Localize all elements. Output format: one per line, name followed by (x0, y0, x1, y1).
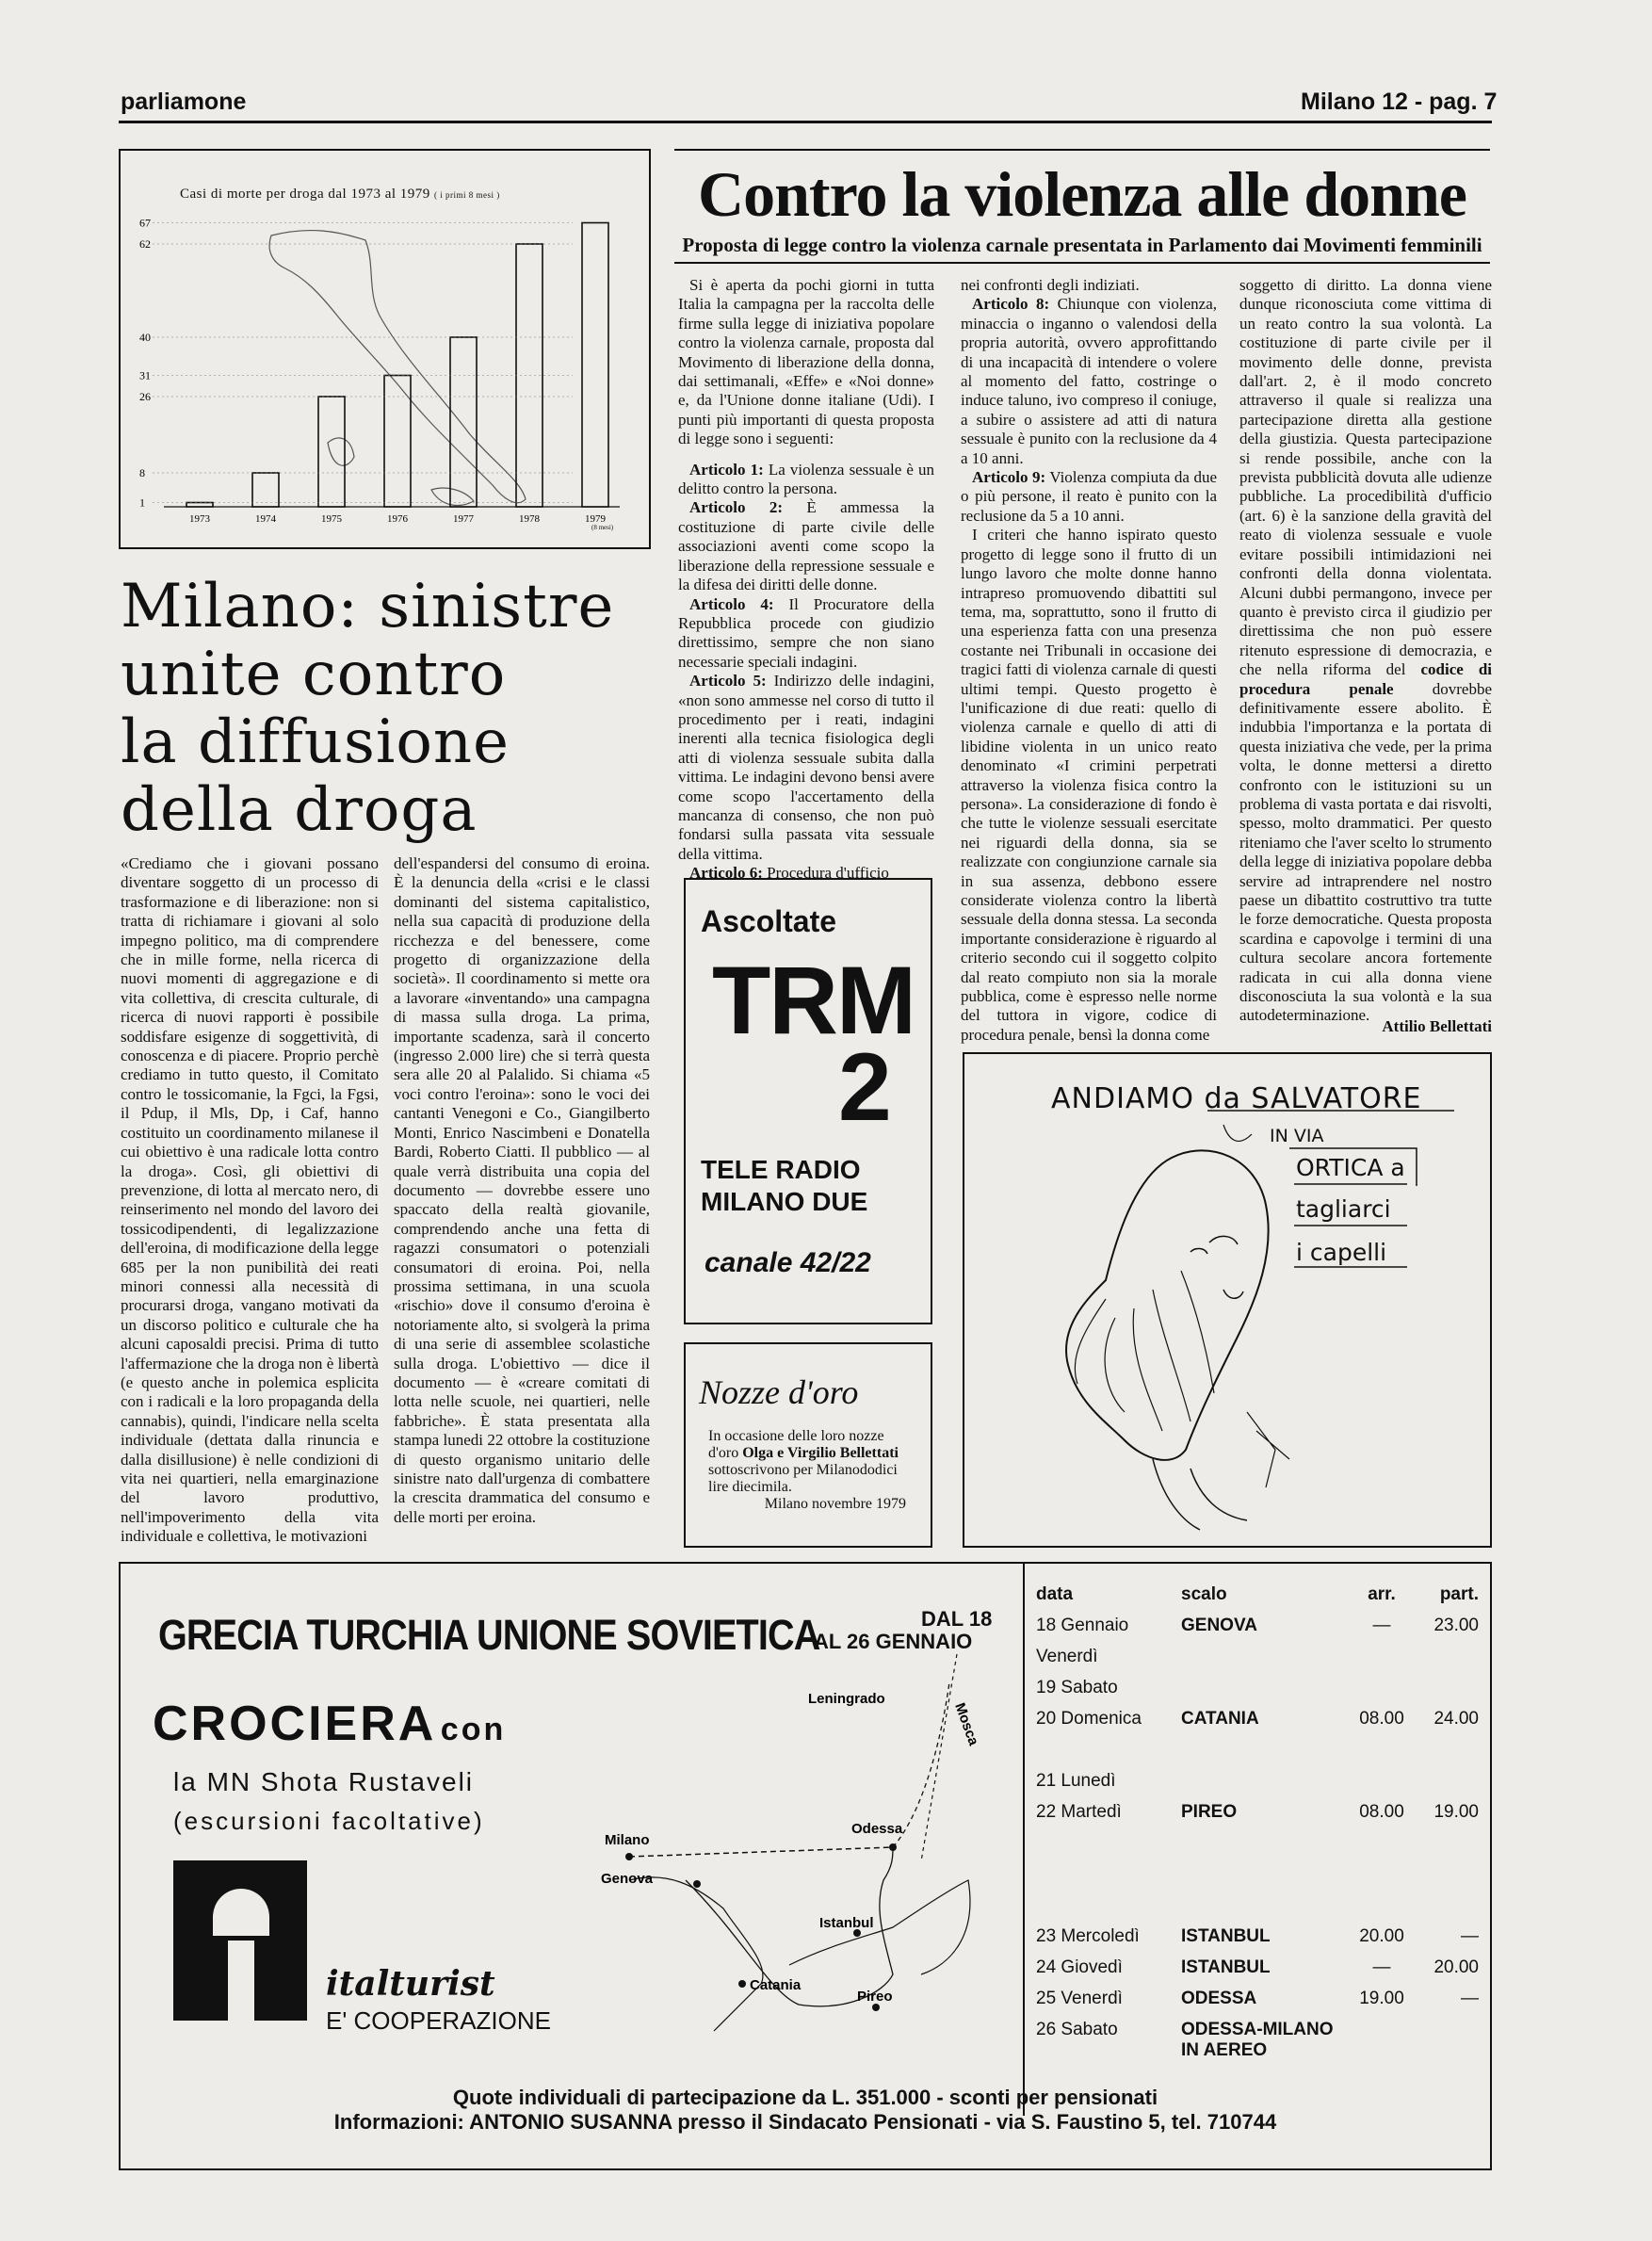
ship-name: la MN Shota Rustaveli (173, 1767, 475, 1796)
nozze-title: Nozze d'oro (699, 1373, 859, 1411)
page-info: Milano 12 - pag. 7 (1301, 89, 1498, 115)
cruise-title: GRECIA TURCHIA UNIONE SOVIETICA (158, 1611, 820, 1659)
schedule-cell: 24.00 (1433, 1709, 1479, 1729)
schedule-cell (1349, 1678, 1415, 1709)
schedule-cell: — (1372, 1957, 1391, 1977)
schedule-cell: 25 Venerdì (1036, 1989, 1123, 2008)
trm-name2: MILANO DUE (701, 1187, 868, 1216)
trm-ad-box (684, 878, 932, 1324)
schedule-cell (1036, 1740, 1181, 1771)
schedule-cell: 26 Sabato (1036, 2020, 1118, 2039)
cruise-dates-1: DAL 18 (921, 1607, 993, 1631)
violenza-col3-b: dovrebbe definitivamente essere abolito. È indubbia l'importanza e la portata di questa iniziativa che vede, per la prima volta, le donne mettersi a diretto confronto con le istituzioni su un problema di vasta portata e dai risvolti, spesso, molto drammatici. Per questo riteniamo che l'aver scelto lo strumento della legge di iniziativa popolare debba servire ad intraprendere nel nostro paese un dibattito costruttivo tra tutte le forze democratiche. Questa proposta scardina e capovolge i termini di una cultura secolare ancora fortemente radicata in cui alla donna viene disconosciuta la sua volontà e la sua autodeterminazione. (1239, 679, 1493, 1025)
violenza-subhead: Proposta di legge contro la violenza carnale presentata in Parlamento dai Movimenti femminili (682, 234, 1482, 256)
schedule-panel (1023, 1564, 1490, 2129)
italturist-name: italturist (326, 1964, 495, 2004)
art8-label: Articolo 8: (972, 295, 1050, 314)
schedule-cell: 22 Martedì (1036, 1802, 1122, 1822)
schedule-cell (1181, 1833, 1349, 1864)
drug-deaths-chart (121, 151, 649, 547)
chart-title-note: ( i primi 8 mesi ) (434, 190, 500, 200)
schedule-cell: GENOVA (1181, 1616, 1257, 1635)
art1-label: Articolo 1: (689, 460, 764, 479)
headline-line: la diffusione (121, 707, 510, 777)
salvatore-line4: tagliarci (1296, 1195, 1391, 1223)
chart-x-tick: 1977 (453, 513, 474, 525)
schedule-cell (1036, 1864, 1181, 1895)
chart-x-tick: 1974 (255, 513, 276, 525)
schedule-row (1036, 1895, 1479, 1926)
schedule-cell: CATANIA (1181, 1709, 1259, 1729)
milano-article-col2: dell'espandersi del consumo di eroina. È la denuncia della «crisi e le classi dominanti del sistema capitalistico, nella sua capacità di produzione della ricchezza e del benessere, come progetto di organizzazione della società». Il coordinamento si mette ora a lavorare «inventando» una campagna di massa sulla droga. La prima, importante scadenza, sarà il concerto (ingresso 2.000 lire) che si terrà questa sera alle 20 al Palalido. Si chiama «5 voci contro l'eroina»: sono le voci dei cantanti Venegoni e Co., Giangilberto Monti, Enrico Nascimbeni e Donatella Bardi, Roberto Ciatti. Il pubblico — al quale verrà distribuita una copia del documento — dovrebbe essere uno spaccato della realtà giovanile, comprendendo anche una fetta di ragazzi consumatori o potenziali consumatori di eroina. Poi, nella prossima settimana, in una scuola «rischio» dove il consumo d'eroina è notoriamente alto, si svolgerà la prima di una serie di assemblee scolastiche sulla droga. L'obiettivo — dice il documento — è «creare comitati di lotta nelle scuole, nei quartieri, nelle fabbriche». È stata presentata alla stampa lunedi 22 ottobre la costituzione di questo organismo unitario delle sinistre nato dall'urgenza di combattere la crescita drammatica del consumo e delle morti per eroina. (394, 854, 650, 1526)
cruise-ad-box (119, 1562, 1492, 2170)
salvatore-ad-box (963, 1052, 1492, 1548)
schedule-row (1036, 1957, 1479, 1989)
violenza-col2-intro: nei confronti degli indiziati. (961, 276, 1140, 294)
schedule-header-row (1036, 1584, 1479, 1616)
cruise-footer-line1: Quote individuali di partecipazione da L. 351.000 - sconti per pensionati (452, 2086, 1158, 2109)
art4-text: Il Procuratore della Repubblica procede con giudizio direttissimo, sempre che non siano necessarie speciali indagini. (678, 594, 935, 671)
schedule-header: data (1036, 1584, 1074, 1604)
schedule-cell (1415, 1771, 1479, 1802)
schedule-cell (1349, 1647, 1415, 1678)
schedule-cell (1415, 2020, 1479, 2061)
art5-label: Articolo 5: (689, 672, 767, 690)
schedule-row (1036, 1678, 1479, 1709)
art2-text: È ammessa la costituzione di parte civile delle associazioni aventi come scopo la liberazione della repressione sessuale e la difesa dei diritti delle donne. (678, 498, 935, 594)
salvatore-line2: IN VIA (1270, 1126, 1324, 1146)
milano-article-col1: «Crediamo che i giovani possano diventare soggetto di un processo di trasformazione e di liberazione: non si tratta di richiamare i giovani al solo impegno politico, ma di comprendere che in mille forme, nella ricerca di nuovi momenti di aggregazione e di vita collettiva, di crescita culturale, di ricerca di nuovi rapporti è possibile soddisfare esigenze di soggettività, di conoscenza e di piacere. Proprio perchè crediamo in tutto questo, il Comitato contro le tossicomanie, la Fgci, la Fgsi, il Pdup, il Mls, Dp, i Caf, hanno costituito un coordinamento milanese il cui obiettivo è una radicale lotta contro la droga». Così, gli obiettivi di prevenzione, di lotta al mercato nero, di reinserimento nel mondo del lavoro dei tossicodipendenti, di legalizzazione dell'eroina, di modificazione della legge 685 per la non punibilità dei reati minori connessi alla necessità di procurarsi droga, vangano motivati da un discorso politico e culturale che ha alcuni caposaldi precisi. Prima di tutto l'affermazione che la droga non è libertà (e questo anche in polemica esplicita con i radicali e la loro propaganda della cannabis), quindi, l'indicare nella scelta individuale (dettata dalla rinuncia e dalla disillusione) è nelle condizioni di vita nei quartieri, nella emarginazione del lavoro produttivo, nell'impoverimento della vita individuale e collettiva, le motivazioni (121, 854, 379, 1546)
schedule-cell (1415, 1864, 1479, 1895)
salvatore-line5: i capelli (1296, 1239, 1387, 1266)
map-label-mosca: Mosca (951, 1700, 982, 1748)
schedule-cell: 18 Gennaio (1036, 1616, 1129, 1635)
nozze-dateline: Milano novembre 1979 (764, 1496, 906, 1512)
milano-headline (121, 573, 614, 844)
chart-y-tick: 67 (139, 216, 151, 230)
schedule-cell (1415, 1895, 1479, 1926)
violenza-intro: Si è aperta da pochi giorni in tutta Italia la campagna per la raccolta delle firme sulla legge di iniziativa popolare contro la violenza carnale, proposta dal Movimento di liberazione della donna, dai settimanali, «Effe» e «Noi donne» e, da l'Unione donne italiane (Udi). I punti più importanti di questa proposta di legge sono i seguenti: (678, 276, 934, 448)
schedule-cell: 19.00 (1433, 1802, 1479, 1822)
schedule-cell (1349, 1895, 1415, 1926)
bearded-man-illustration (964, 1054, 1492, 1544)
crociera-label: CROCIERA con (153, 1697, 507, 1751)
schedule-cell: PIREO (1181, 1802, 1238, 1822)
map-label-odessa: Odessa (851, 1821, 903, 1837)
headline-line: della droga (121, 775, 478, 845)
chart-y-tick: 26 (139, 390, 151, 403)
schedule-row (1036, 1926, 1479, 1957)
art2-label: Articolo 2: (689, 498, 783, 517)
art9-text: Violenza compiuta da due o più persone, il reato è punito con la reclusione da 5 a 10 anni. (961, 468, 1217, 525)
art4-label: Articolo 4: (689, 594, 774, 613)
chart-x-tick: 1979 (585, 513, 606, 525)
excursions: (escursioni facoltative) (173, 1807, 485, 1835)
chart-bar (252, 473, 279, 507)
schedule-cell: 21 Lunedì (1036, 1771, 1116, 1791)
chart-bar (450, 337, 477, 507)
map-label-pireo: Pireo (857, 1989, 893, 2005)
schedule-cell: 08.00 (1359, 1802, 1404, 1822)
chart-y-tick: 31 (139, 368, 151, 382)
nozze-names: Olga e Virgilio Bellettati (742, 1445, 899, 1461)
violenza-col1 (678, 276, 935, 883)
violenza-sub-rule (674, 262, 1490, 264)
chart-x-tick: 1976 (387, 513, 408, 525)
violenza-headline: Contro la violenza alle donne (698, 158, 1466, 230)
chart-y-tick: 40 (139, 331, 151, 344)
art8-text: Chiunque con violenza, minaccia o inganno o valendosi della propria autorità, ovvero approfittando di una incapacità di intendere o volere al momento del fatto, costringe o induce taluno, ivo compreso il coniuge, a subire o assistere ad atti di natura sessuale è punito con la reclusione da 4 a 10 anni. (961, 295, 1217, 467)
trm-ascoltate: Ascoltate (701, 904, 837, 938)
schedule-cell (1349, 1771, 1415, 1802)
art6-text: Procedura d'ufficio (767, 864, 889, 883)
schedule-cell (1036, 1833, 1181, 1864)
map-label-catania: Catania (750, 1977, 802, 1993)
schedule-header: part. (1439, 1584, 1479, 1604)
violenza-top-rule (674, 149, 1490, 151)
schedule-cell: 19.00 (1359, 1989, 1404, 2008)
schedule-cell: Venerdì (1036, 1647, 1098, 1666)
schedule-cell (1349, 1864, 1415, 1895)
schedule-cell (1415, 1647, 1479, 1678)
map-label-genova: Genova (601, 1871, 654, 1887)
chart-x-tick: 1975 (321, 513, 342, 525)
violenza-col2 (961, 276, 1217, 1044)
schedule-row (1036, 1989, 1479, 2020)
schedule-row (1036, 1802, 1479, 1833)
chart-x-tick: 1978 (519, 513, 540, 525)
chart-bar (318, 397, 345, 507)
chart-bar (186, 503, 213, 508)
schedule-cell (1349, 1833, 1415, 1864)
art9-label: Articolo 9: (972, 468, 1046, 487)
map-label-milano: Milano (605, 1832, 650, 1848)
cruise-dates-2: AL 26 GENNAIO (814, 1630, 973, 1653)
chart-x-tick: 1973 (189, 513, 210, 525)
schedule-cell: 20.00 (1433, 1957, 1479, 1977)
schedule-cell: ISTANBUL (1181, 1957, 1271, 1977)
schedule-row (1036, 2020, 1479, 2061)
header-rule (119, 121, 1492, 123)
schedule-cell: 23 Mercoledì (1036, 1926, 1140, 1946)
schedule-table (1036, 1584, 1479, 2061)
schedule-cell (1181, 1895, 1349, 1926)
schedule-cell: ISTANBUL (1181, 1926, 1271, 1946)
schedule-cell: 20 Domenica (1036, 1709, 1142, 1729)
schedule-cell: — (1372, 1616, 1391, 1635)
schedule-cell: 24 Giovedì (1036, 1957, 1123, 1977)
map-label-istanbul: Istanbul (819, 1915, 874, 1931)
trm-canale: canale 42/22 (705, 1247, 871, 1278)
cruise-route-map (601, 1654, 1006, 2059)
schedule-cell (1349, 2020, 1415, 2061)
chart-title: Casi di morte per droga dal 1973 al 1979 (180, 187, 430, 202)
nozze-body (708, 1428, 914, 1513)
violenza-col2-body: I criteri che hanno ispirato questo progetto di legge sono il frutto di un lungo lavoro che molte donne hanno intrapreso promuovendo dibattiti sul tema, ma, soprattutto, sono il frutto di una esperienza fatta con una presenza costante nei Tribunali in occasione dei tragici fatti di violenza carnale di questi ultimi tempi. Questo progetto è l'unificazione di due reati: quello di violenza carnale e quello di atti di libidine violenta in un unico reato denominato «I crimini perpetrati attraverso la violenza fisica contro la persona». La considerazione di fondo è che tutte le violenze sessuali esercitate nei riguardi della donna, sia se realizzate con congiunzione carnale sia in sua assenza, debbono essere considerate violenza contro la libertà sessuale della donna stessa. La seconda importante considerazione è riguardo al criterio secondo cui il soggetto colpito dal reato compiuto non sia la morale pubblica, come è espresso nelle norme del tuttora in vigore, codice di procedura penale, bensì la donna come (961, 526, 1217, 1044)
headline-line: Milano: sinistre (121, 572, 615, 641)
schedule-cell (1036, 1895, 1181, 1926)
chart-y-tick: 62 (139, 237, 151, 251)
schedule-cell: ODESSA (1181, 1989, 1257, 2008)
violenza-col3-bold: codice di procedura penale (1239, 660, 1493, 698)
map-label-leningrado: Leningrado (808, 1691, 885, 1707)
schedule-cell: 08.00 (1359, 1709, 1404, 1729)
schedule-row (1036, 1833, 1479, 1864)
chart-y-tick: 1 (139, 495, 145, 510)
schedule-cell (1181, 1740, 1349, 1771)
italturist-tag: E' COOPERAZIONE (326, 2006, 552, 2035)
art6-label: Articolo 6: (689, 864, 763, 883)
headline-line: unite contro (121, 640, 507, 709)
schedule-cell: — (1461, 1926, 1479, 1946)
nozze-text-a: In occasione delle loro nozze d'oro (708, 1428, 884, 1461)
nozze-box (684, 1342, 932, 1548)
schedule-cell: ODESSA-MILANO IN AEREO (1181, 2020, 1334, 2060)
schedule-cell: — (1461, 1989, 1479, 2008)
cruise-footer-line2: Informazioni: ANTONIO SUSANNA presso il Sindacato Pensionati - via S. Faustino 5, tel. 710744 (333, 2110, 1277, 2134)
italturist-logo (173, 1860, 307, 2021)
chart-year-note: (8 mesi) (591, 524, 614, 531)
salvatore-line3: ORTICA a (1296, 1154, 1405, 1181)
violenza-col3-a: soggetto di diritto. La donna viene dunque riconosciuta come vittima di un reato contro la sua volontà. La costituzione di parte civile per il movimento delle donne, prevista dall'art. 2, è il modo concreto attraverso il quale si realizza una partecipazione diretta alla gestione della giustizia. Questa partecipazione si rende possibile, anche con la prevista pubblicità dovuta alle udienze pubbliche. La procedibilità d'ufficio (art. 6) è la sanzione della gravità del reato di violenza sessuale e vuole evitare possibili intimidazioni nei confronti della donna violentata. Alcuni dubbi permangono, invece per quanto è previsto circa il giudizio per direttissima che non può essere ritenuto espressione di democrazia, e che nella riforma del (1239, 276, 1492, 679)
section-label: parliamone (121, 89, 247, 115)
schedule-row (1036, 1709, 1479, 1740)
schedule-header: scalo (1181, 1584, 1227, 1604)
schedule-header: arr. (1368, 1584, 1396, 1604)
trm-number: 2 (838, 1033, 892, 1141)
violenza-signature: Attilio Bellettati (1382, 1017, 1492, 1035)
chart-y-tick: 8 (139, 466, 145, 479)
schedule-cell (1415, 1678, 1479, 1709)
schedule-cell (1415, 1740, 1479, 1771)
chart-box (119, 149, 651, 549)
schedule-cell (1181, 1771, 1349, 1802)
art1-text: La violenza sessuale è un delitto contro la persona. (678, 460, 935, 498)
schedule-cell: 20.00 (1359, 1926, 1404, 1946)
salvatore-line1: ANDIAMO da SALVATORE (1051, 1082, 1422, 1115)
schedule-cell: 23.00 (1433, 1616, 1479, 1635)
schedule-row (1036, 1616, 1479, 1647)
schedule-cell (1181, 1864, 1349, 1895)
schedule-row (1036, 1647, 1479, 1678)
schedule-row (1036, 1771, 1479, 1802)
schedule-cell (1181, 1647, 1349, 1678)
art5-text: Indirizzo delle indagini, «non sono ammesse nel corso di tutto il procedimento per i reati, indagini inerenti alla tecnica fisiologica degli atti di violenza sessuale subita dalla vittima. Le indagini devono bensi avere come scopo l'accertamento della mancanza di consenso, che non può fondarsi sulla passata vita sessuale della vittima. (678, 672, 934, 863)
trm-brand: TRM (712, 947, 915, 1054)
italy-map-outline (269, 231, 526, 506)
schedule-row (1036, 1740, 1479, 1771)
violenza-col3 (1239, 276, 1493, 1025)
trm-name1: TELE RADIO (701, 1155, 861, 1184)
schedule-cell (1349, 1740, 1415, 1771)
chart-bar (582, 223, 608, 508)
schedule-cell (1181, 1678, 1349, 1709)
schedule-row (1036, 1864, 1479, 1895)
schedule-cell (1415, 1833, 1479, 1864)
nozze-text-b: sottoscrivono per Milanododici lire diecimila. (708, 1462, 898, 1495)
schedule-cell: 19 Sabato (1036, 1678, 1118, 1697)
